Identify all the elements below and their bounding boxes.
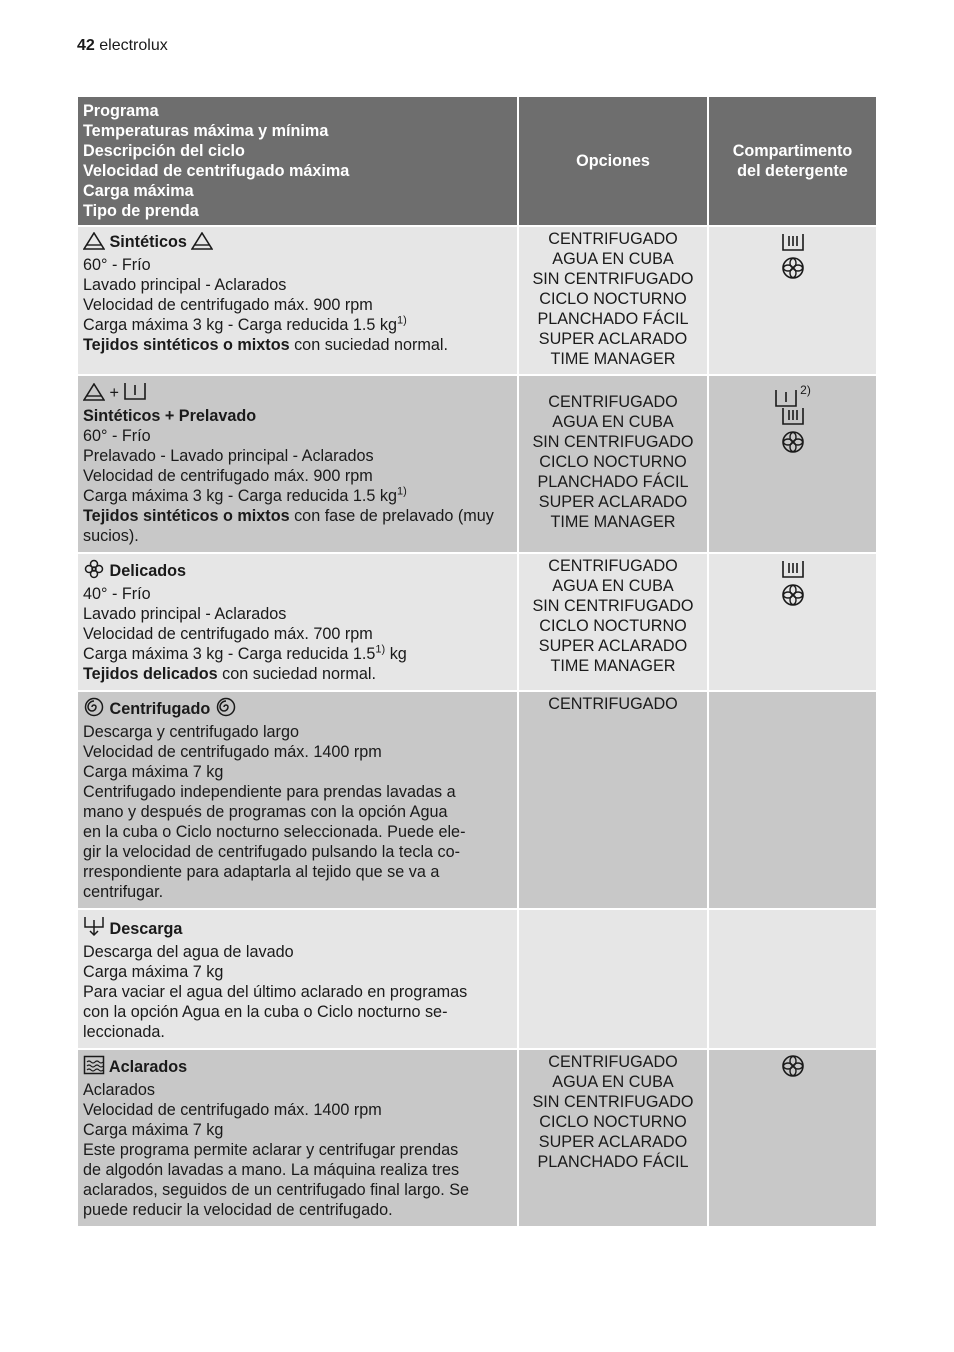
program-cell: Sintéticos 60° - Frío Lavado principal - Aclarados Velocidad de centrifugado máx. 900 rpm Carga máxima 3 kg - Carga reducida 1.5 $kg^{1)}$ Tejidos sintéticos o mixtos con suciedad normal. [77, 226, 518, 375]
options-cell: CENTRIFUGADO AGUA EN CUBA SIN CENTRIFUGADO CICLO NOCTURNO PLANCHADO FÁCIL SUPER ACLARADO TIME MANAGER [518, 226, 708, 375]
synthetics-icon [191, 232, 213, 255]
options-cell: CENTRIFUGADO AGUA EN CUBA SIN CENTRIFUGADO CICLO NOCTURNO PLANCHADO FÁCIL SUPER ACLARADO TIME MANAGER [518, 375, 708, 553]
program-title: Descarga [83, 915, 512, 942]
table-row [77, 226, 877, 375]
delicates-icon [83, 559, 105, 584]
header-options: Opciones [518, 96, 708, 226]
header-program: Programa Temperaturas máxima y mínima Descripción del ciclo Velocidad de centrifugado máxima Carga máxima Tipo de prenda [77, 96, 518, 226]
softener-compartment-icon [711, 256, 874, 281]
table-row [77, 691, 877, 909]
detergent-cell [708, 375, 877, 553]
prewash-icon [123, 381, 147, 406]
softener-compartment-icon [711, 430, 874, 455]
options-cell: CENTRIFUGADO AGUA EN CUBA SIN CENTRIFUGADO CICLO NOCTURNO SUPER ACLARADO PLANCHADO FÁCIL [518, 1049, 708, 1227]
spin-icon [83, 697, 105, 722]
detergent-cell [708, 691, 877, 909]
table-row [77, 909, 877, 1049]
table-row [77, 1049, 877, 1227]
spin-icon [215, 697, 237, 722]
footnote-mark: 2) [800, 383, 811, 397]
program-cell: Delicados 40° - Frío Lavado principal - Aclarados Velocidad de centrifugado máx. 700 rpm Carga máxima 3 kg - Carga reducida 1.5$^{1)}$ kg Tejidos delicados con suciedad normal. [77, 553, 518, 691]
program-title: Sintéticos + Prelavado [83, 407, 257, 425]
detergent-cell [708, 1049, 877, 1227]
options-cell: CENTRIFUGADO [518, 691, 708, 909]
options-cell [518, 909, 708, 1049]
main-wash-compartment-icon [711, 231, 874, 256]
table-row [77, 553, 877, 691]
synthetics-icon [83, 383, 105, 406]
brand-name: electrolux [99, 37, 168, 54]
detergent-cell [708, 909, 877, 1049]
program-table [76, 95, 878, 1228]
program-title: Aclarados [83, 1055, 512, 1080]
softener-compartment-icon [711, 1054, 874, 1079]
prewash-compartment-icon [774, 388, 798, 406]
table-header-row [77, 96, 877, 226]
program-cell: Aclarados Aclarados Velocidad de centrifugado máx. 1400 rpm Carga máxima 7 kg Este programa permite aclarar y centrifugar prendas de algodón lavadas a mano. La máquina realiza tres aclarados, seguidos de un centrifugado final largo. Se puede reducir la velocidad de centrifugado. [77, 1049, 518, 1227]
program-title: Centrifugado [83, 697, 512, 722]
page-header [77, 37, 168, 55]
main-wash-compartment-icon [711, 405, 874, 430]
program-cell: + Sintéticos + Prelavado 60° - Frío Prelavado - Lavado principal - Aclarados Velocidad de centrifugado máx. 900 rpm Carga máxima 3 kg - Carga reducida 1.5 $kg^{1)}$ Tejidos sintéticos o mixtos con fase de prelavado (muy sucios). [77, 375, 518, 553]
drain-icon [83, 915, 105, 942]
program-title: Delicados [83, 559, 512, 584]
program-title: Sintéticos [83, 232, 512, 255]
program-cell: Centrifugado Descarga y centrifugado largo Velocidad de centrifugado máx. 1400 rpm Carga máxima 7 kg Centrifugado independiente para prendas lavadas a mano y después de programas con la opción Agua en la cuba o Ciclo nocturno seleccionada. Puede ele- gir la velocidad de centrifugado pulsando la tecla co- rrespondiente para adaptarla al tejido que se va a centrifugar. [77, 691, 518, 909]
detergent-cell [708, 553, 877, 691]
page-number: 42 [77, 37, 95, 54]
header-detergent: Compartimento del detergente [708, 96, 877, 226]
options-cell: CENTRIFUGADO AGUA EN CUBA SIN CENTRIFUGADO CICLO NOCTURNO SUPER ACLARADO TIME MANAGER [518, 553, 708, 691]
softener-compartment-icon [711, 583, 874, 608]
detergent-cell [708, 226, 877, 375]
rinse-icon [83, 1055, 105, 1080]
table-row [77, 375, 877, 553]
program-cell: Descarga Descarga del agua de lavado Carga máxima 7 kg Para vaciar el agua del último aclarado en programas con la opción Agua en la cuba o Ciclo nocturno se- leccionada. [77, 909, 518, 1049]
synthetics-icon [83, 232, 105, 255]
main-wash-compartment-icon [711, 558, 874, 583]
